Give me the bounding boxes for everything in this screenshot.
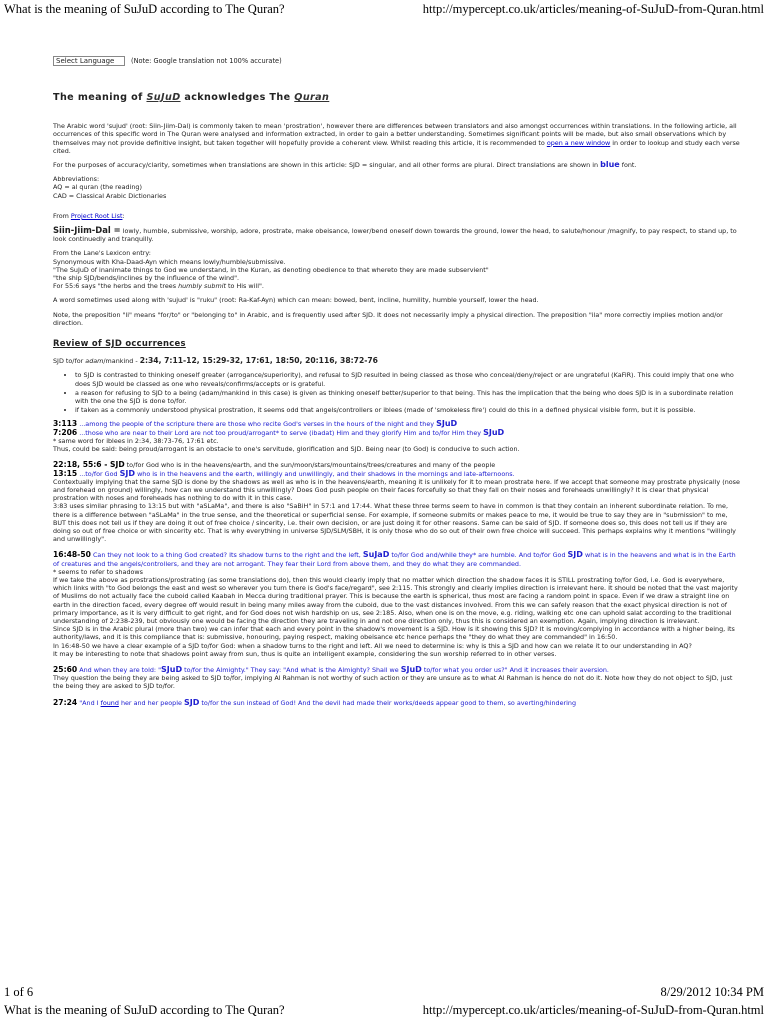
preposition-paragraph: Note, the preposition "li" means "for/to" or "belonging to" in Arabic, and is frequently used after SJD. It does not necessarily imply a physical direction. The preposition "ila" more correctly implies motion and/or direction.	[53, 310, 723, 327]
translation-note: (Note: Google translation not 100% accurate)	[131, 56, 282, 65]
section-22-18-p2: 3:83 uses similar phrasing to 13:15 but with "aSLaMa", and there is also "SaBiH" in 57:1 and 17:44. What these three terms seem to have in common is that they contain an inherent subordinate relation. To me, there is a difference between "aSLaMa" in the true sense, and the theoretical or superficial sense. For example, if someone submits or makes peace to me, it would be true to say they are in "submission" to me, BUT this does not tell us if they are doing it out of free choice / sincerity, i.e. their own decision, or are just doing it for other reasons. Same can be said of SJD. If someone does so, this does not tell us if they are doing so out of free choice or with sincerity etc. That is why everything in universe SJD/SLM/SBH, it is only those who do so out of their own free choice will succeed. This perhaps explains why it mentions "willingly and unwillingly".	[53, 502, 736, 544]
language-select[interactable]: Select Language	[53, 56, 125, 66]
list-item: • if taken as a commonly understood physical prostration, it seems odd that angels/controllers or iblees (made of 'smokeless fire') could do this in a defined physical visible form, but it is possible.	[75, 406, 742, 414]
adam-bullets	[53, 371, 742, 414]
root-definition: Siin-Jiim-Dal = lowly, humble, submissive, worship, adore, prostrate, make obeisance, lower/bend oneself down towards the ground, lower the head, to salute/honour /magnify, to pay respect, to stand up, to look continuedly and tranquilly.	[53, 225, 737, 244]
verse-13-15: 13:15 ...to/for God SJD who is in the heavens and the earth, willingly and unwillingly, and their shadows in the mornings and late-afternoons.	[53, 468, 515, 478]
verse-16-48-note: * seems to refer to shadows	[53, 567, 143, 576]
section-16-48-p3: In 16:48-50 we have a clear example of a SJD to/for God: when a shadow turns to the right and left. All we need to determine is: why is this a SJD and how can we relate it to our understanding in AQ?	[53, 641, 692, 650]
abbreviations: Abbreviations: AQ = al quran (the reading) CAD = Classical Arabic Dictionaries	[53, 175, 167, 200]
review-heading: Review of SJD occurrences	[53, 338, 186, 349]
article	[53, 56, 742, 707]
section-16-48-p2: Since SJD is in the Arabic plural (more than two) we can infer that each and every point in the shadow's movement is a SJD. How is it showing this SJD? It is moving/complying in accordance with a higher being, its authority/laws, and it is this compliance that is: submissive, honouring, paying respect, making obeisance etc hence perhaps the "they do what they are commanded" in 16:50.	[53, 625, 735, 642]
print-header-url: http://mypercept.co.uk/articles/meaning-of-SuJuD-from-Quran.html	[422, 2, 764, 16]
section-22-18-p1: Contextually implying that the same SJD is done by the shadows as well as who is in the heavens/earth, meaning it is unlikely for it to mean prostrate here. If we accept that someone may prostrate physically (nose and forehead on ground) willingly, how can we understand this unwillingly? Does God push people on their faces forcefully so that they fall on their noses and foreheads unwillingly? It is clear that physical prostration with noses and foreheads has nothing to do with it in this case.	[53, 477, 740, 503]
verse-16-48: 16:48-50 Can they not look to a thing God created? Its shadow turns to the right and the left, SuJaD to/for God and/while they* are humble. And to/for God SJD what is in the heavens and what is in the Earth of creatures and the angels/controllers, and they are not arrogant. They fear their Lord from above them, and they do what they are commanded.	[53, 550, 736, 568]
verse-7-206: 7:206 ...those who are near to their Lord are not too proud/arrogant* to serve (ibadat) Him and they glorify Him and to/for Him they SJuD	[53, 427, 505, 437]
intro-paragraph: The Arabic word 'sujud' (root: Siin-Jiim-Dal) is commonly taken to mean 'prostration', however there are differences between translators and also amongst occurrences within translations. In the following article, all occurrences of this specific word in The Quran were analysed and information extracted, in order to gain a better understanding. Sometimes significant points will be made, but also small observations which by themselves may not provide definitive insight, but taken together will hopefully provide a coherent view. Whilst reading this article, it is recommended to open a new window in order to lookup and study each verse cited.	[53, 122, 740, 155]
ruku-paragraph: A word sometimes used along with 'sujud' is "ruku" (root: Ra-Kaf-Ayn) which can mean: bowed, bent, incline, humility, humble yourself, lower the head.	[53, 296, 539, 305]
print-footer-line1	[0, 985, 768, 1000]
print-footer-line2	[0, 1003, 768, 1018]
page-title: The meaning of SuJuD acknowledges The Quran	[53, 92, 330, 103]
section-16-48-p1: If we take the above as prostrations/prostrating (as some translations do), then this would clearly imply that no matter which direction the shadow faces it is STILL prostrating to/for God, i.e. God is everywhere, which links with "to God belongs the east and west so wherever you turn there is God's face/regard", see 2:115. This strongly and clearly implies direction is irrelevant here. It should be noted that the vast majority of Muslims do not actually face the cuboid called Kaabah in Mecca during traditional prayer. This is because the earth is spherical, thus most are facing a random point in space. Even if we draw a straight line on earth in the direction faced, every degree off would result in being many miles away from the cuboid, due to the vast distances involved. From this we can safely reason that the exact physical direction is not of primary importance, as it is very difficult to get right, and for God does not wish hardship on us, see 2:185. Also, when one is on the move, e.g. riding, walking etc one can uphold salat according to the traditional understanding of 2:238-239, but obviously one would be facing the direction they are traveling in and not one direction only, thus this is considered an exemption. Again, implying direction is irrelevant.	[53, 575, 738, 625]
list-item: • to SJD is contrasted to thinking oneself greater (arrogance/superiority), and refusal to SJD resulted in being classed as those who conceal/deny/reject or are ungrateful (KaFiR). This could imply that one who does SJD would be classed as one who reveals/confirms/accepts or is grateful.	[75, 371, 742, 387]
print-header	[0, 2, 768, 17]
print-footer-url: http://mypercept.co.uk/articles/meaning-of-SuJuD-from-Quran.html	[422, 1003, 764, 1017]
root-list-line: From Project Root List:	[53, 211, 125, 220]
lane-lexicon: From the Lane's Lexicon entry: Synonymous with Kha-Daad-Ayn which means lowly/humble/submissive. "The SuJuD of inanimate things to God we understand, in the Kuran, as denoting obedience to that whereto they are made subservient" "the ship SJD/bends/inclines by the influence of the wind". For 55:6 says "the herbs and the trees humbly submit to His will".	[53, 249, 489, 291]
verse-27-24: 27:24 "And I found her and her people SJD to/for the sun instead of God! And the devil had made their works/deeds appear good to them, so averting/hindering	[53, 697, 577, 707]
open-window-link[interactable]: open a new window	[546, 138, 611, 147]
page-number: 1 of 6	[4, 985, 34, 999]
section-22-18-heading: 22:18, 55:6 - SJD to/for God who is in the heavens/earth, and the sun/moon/stars/mountains/trees/creatures and many of the people	[53, 460, 496, 470]
sujud-link[interactable]: SuJuD	[146, 92, 181, 103]
project-root-list-link[interactable]: Project Root List	[70, 211, 123, 220]
print-header-title: What is the meaning of SuJuD according to The Quran?	[4, 2, 285, 16]
verse-25-60: 25:60 And when they are told: "SJuD to/for the Almighty." They say: "And what is the Almighty? Shall we SJuD to/for what you order us?" And it increases their aversion.	[53, 664, 609, 674]
section-adam-heading: SJD to/for adam/mankind - 2:34, 7:11-12, 15:29-32, 17:61, 18:50, 20:116, 38:72-76	[53, 356, 378, 366]
verse-7-206-notes: * same word for iblees in 2:34, 38:73-76, 17:61 etc. Thus, could be said: being proud/arrogant is an obstacle to one's servitude, glorification and SJD. Being near (to God) is conducive to such action.	[53, 436, 520, 454]
verse-25-60-comment: They question the being they are being asked to SJD to/for, implying Al Rahman is not worthy of such action or they are unsure as to what Al Rahman is hence do not do it. Note how they do not object to SJD, just the being they are asked to SJD to/for.	[53, 674, 733, 691]
language-row	[53, 56, 742, 66]
found-link[interactable]: found	[100, 698, 119, 707]
list-item: • a reason for refusing to SJD to a being (adam/mankind in this case) is given as thinking oneself better/superior to that being. This has the implication that the being who does SJD is in a subordinate relation with the one the SJD is done to/for.	[75, 389, 742, 405]
print-footer-title: What is the meaning of SuJuD according to The Quran?	[4, 1003, 285, 1017]
verse-3-113: 3:113 ...among the people of the scripture there are those who recite God's verses in the hours of the night and they SJuD	[53, 419, 458, 429]
section-16-48-p4: It may be interesting to note that shadows point away from sun, thus is quite an intelligent example, considering the sun worship referred to in other verses.	[53, 649, 557, 658]
quran-link[interactable]: Quran	[294, 92, 330, 103]
accuracy-paragraph: For the purposes of accuracy/clarity, sometimes when translations are shown in this article: SJD = singular, and all other forms are plural. Direct translations are shown in blue font.	[53, 160, 637, 170]
print-datetime: 8/29/2012 10:34 PM	[660, 985, 764, 999]
